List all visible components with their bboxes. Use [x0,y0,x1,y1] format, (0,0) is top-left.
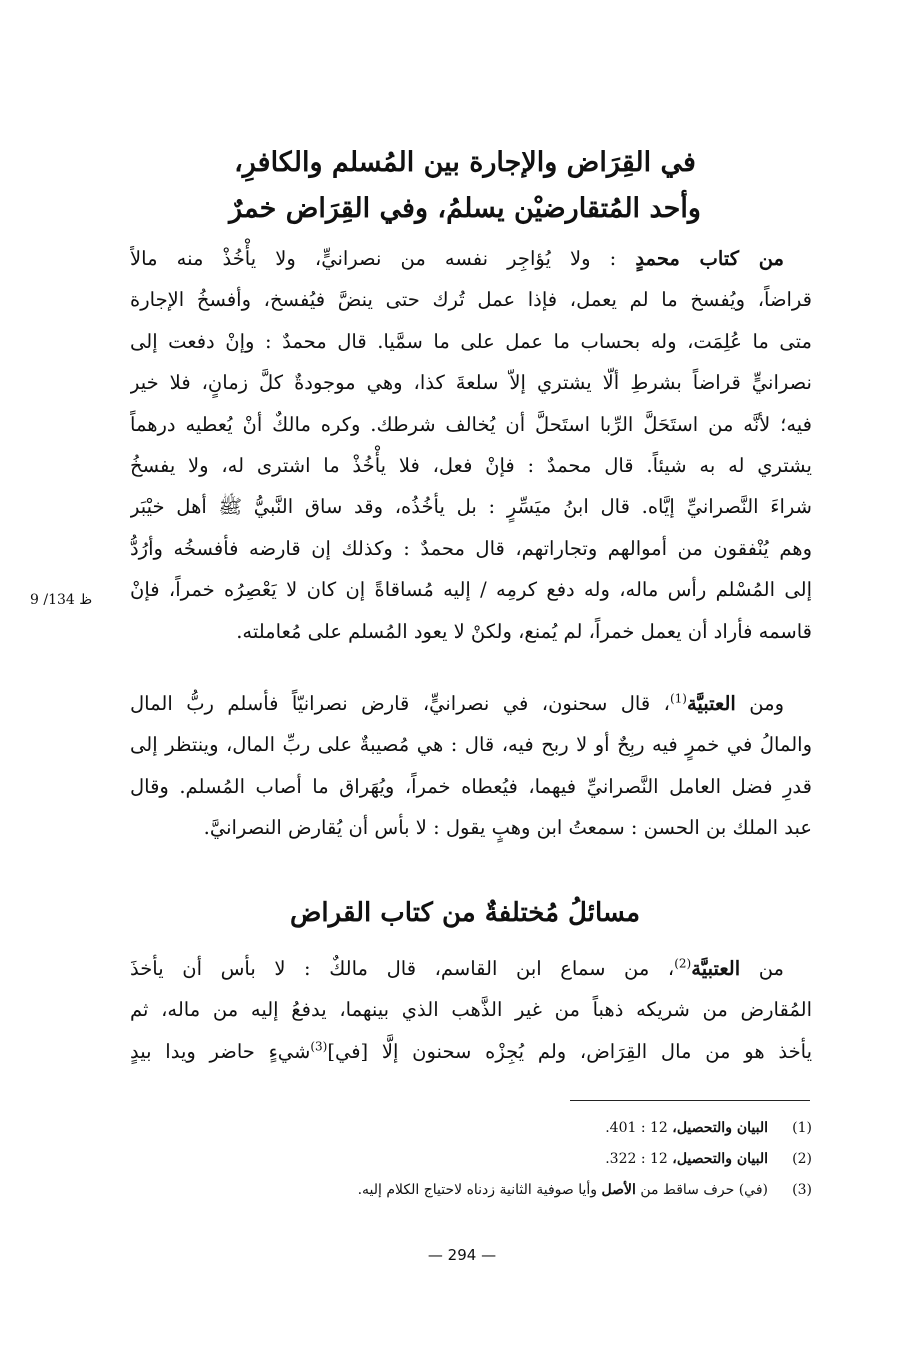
chapter-title-line-2: وأحد المُتقارضيْن يسلمُ، وفي القِرَاض خمرٌ [229,193,701,224]
section-title: مسائلُ مُختلفةٌ من كتاب القراض [289,898,641,928]
line-text: يأخذ هو من مال القِرَاض، ولم يُجِزْه سحنون إلَّا [في] [327,1039,812,1063]
line-text: ، قال سحنون، في نصرانيٍّ، قارض نصرانيّاً فأسلم ربُّ المال [130,692,670,715]
footnote-ref: (3) [310,1039,328,1054]
footnote-source: البيان والتحصيل، [672,1120,768,1136]
paragraph-line: شراءَ النَّصرانيِّ إيَّاه. قال ابنُ ميَسِّرٍ : بل يأخُذُه، وقد ساق النَّبيُّ ﷺ أهل خيْبَر [130,495,812,519]
paragraph-line: قاسمه فأراد أن يعمل خمراً، لم يُمنع، ولكنْ لا يعود المُسلم على مُعاملته. [236,619,812,643]
paragraph-line: فيه؛ لأنَّه من استَحَلَّ الرِّبا استَحلَّ أن يُخالف شرطك. وكره مالكٌ أنْ يُعطيه درهماً [130,412,812,436]
footnote-separator [570,1100,810,1101]
footnote-number: (3) [792,1182,812,1198]
paragraph-line [130,1031,812,1072]
paragraph-line: قدرِ فضل العامل النَّصرانيِّ فيهما، فيُعطاه خمراً، ويُهَراق ما أصاب المُسلم. وقال [130,774,812,798]
footnote-ref: (2) [674,956,692,971]
paragraph-1 [130,238,812,652]
source-citation: العتبيَّة [686,692,736,715]
paragraph-3 [130,948,812,1072]
footnote-number: (1) [792,1120,812,1136]
footnote-text: 12 : 401. [605,1120,668,1136]
line-text: ، من سماع ابن القاسم، قال مالكٌ : لا بأس أن يأخذَ [130,957,675,980]
chapter-title-line-1: في القِرَاض والإجارة بين المُسلم والكافرِ، [234,147,696,178]
footnote-number: (2) [792,1151,812,1167]
footnote-text: وأيا صوفية الثانية زدناه لاحتياج الكلام إليه. [357,1182,598,1198]
paragraph-line [130,238,812,279]
paragraph-line: قراضاً، ويُفسخ ما لم يعمل، فإذا عمل تُرك حتى ينضَّ فيُفسخ، وأفسخُ الإجارة [130,288,812,312]
paragraph-line [130,683,812,724]
paragraph-line: نصرانيٍّ قراضاً بشرطِ ألّا يشتري إلاّ سلعةَ كذا، وهي موجودةٌ كلَّ زمانٍ، فلا خير [130,371,812,395]
footnote-ref: (1) [669,691,687,706]
footnote-source: الأصل [601,1182,636,1198]
paragraph-line [130,948,812,989]
paragraph-line: والمالُ في خمرٍ فيه ربِحٌ أو لا ربح فيه، قال : هي مُصيبةٌ على ربِّ المال، وينتظر إلى [130,733,812,757]
footnote [130,1175,812,1206]
paragraph-line: وهم يُنْفقون من أموالهم وتجاراتهم، قال محمدٌ : وكذلك إن قارضه فأفسخُه وأرُدُّ [130,536,812,560]
paragraph-line: المُقارض من شريكه ذهباً من غير الذَّهب الذي بينهما، يدفعُ إليه من ماله، ثم [130,998,812,1022]
paragraph-line: إلى المُسْلم رأس ماله، وله دفع كرمِه / إليه مُساقاةً إن كان لا يَعْصِرُه خمراً، فإنْ [130,578,812,602]
paragraph-line: يشتري له به شيئاً. قال محمدٌ : فإنْ فعل، فلا يأْخُذْ ما اشترى له، ولا يفسخُ [130,453,812,477]
line-text: شيءٍ حاضر ويدا بيدٍ [130,1039,311,1063]
footnote [130,1144,812,1175]
line-text: من [758,957,784,980]
line-text: : ولا يُؤاجِر نفسه من نصرانيٍّ، ولا يأْخُذْ منه مالاً [130,247,617,270]
paragraph-line: متى ما عُلِمَت، وله بحساب ما عمل على ما سمَّيا. قال محمدٌ : وإنْ دفعت إلى [130,329,812,353]
footnote-source: البيان والتحصيل، [672,1151,768,1167]
source-citation: العتبيَّة [691,957,741,980]
page-number: — 294 — [427,1246,497,1264]
source-citation: من كتاب محمدٍ [635,247,784,270]
paragraph-line: عبد الملك بن الحسن : سمعتُ ابن وهبٍ يقول : لا بأس أن يُقارض النصرانيَّ. [203,816,812,840]
manuscript-folio-note: 9 /134 ظ [30,592,93,608]
chapter-title [135,140,795,232]
footnote [130,1113,812,1144]
footnotes [130,1113,812,1206]
paragraph-2 [130,683,812,849]
line-text: ومن [749,692,784,715]
footnote-text: (في) حرف ساقط من [640,1182,768,1198]
footnote-text: 12 : 322. [605,1151,668,1167]
